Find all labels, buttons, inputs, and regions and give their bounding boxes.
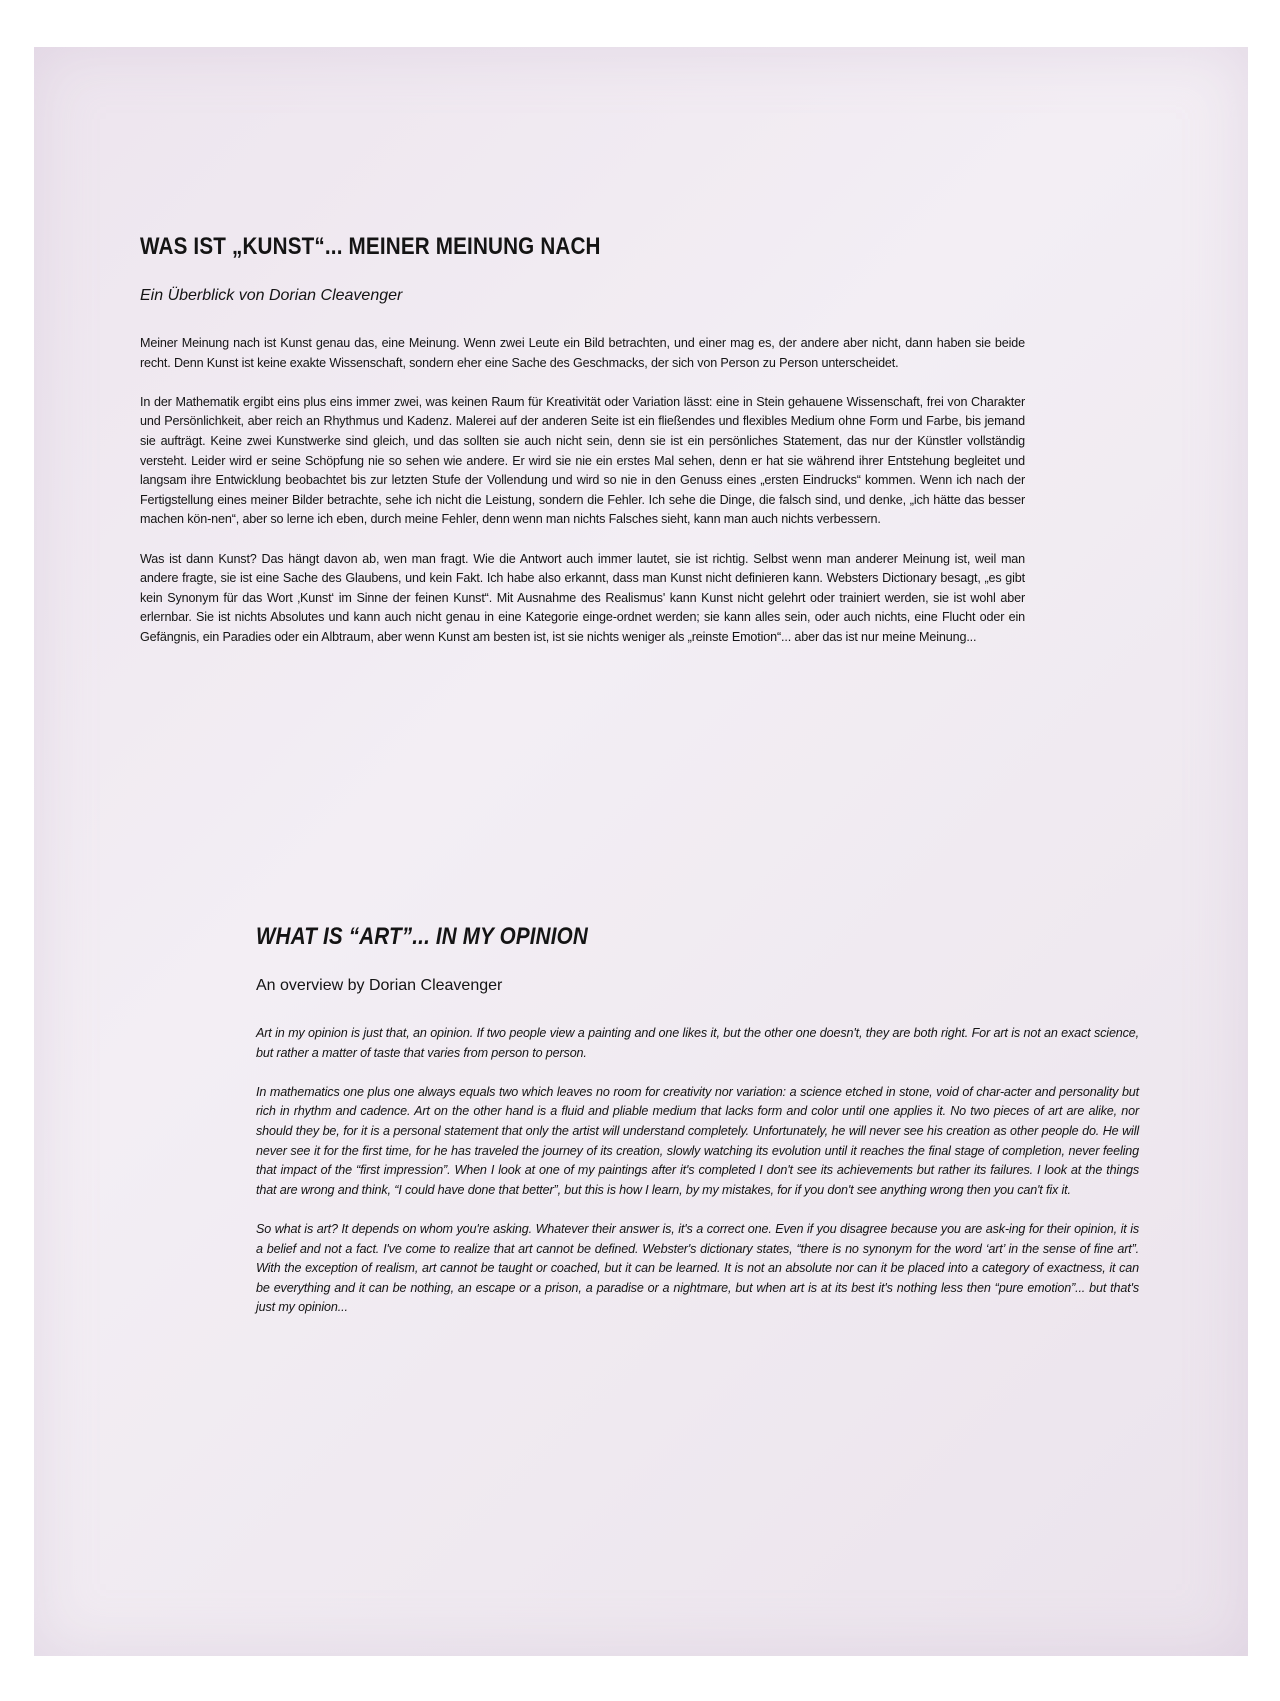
english-title: WHAT IS “ART”... IN MY OPINION xyxy=(256,923,588,950)
german-article xyxy=(140,232,1025,667)
english-byline: An overview by Dorian Cleavenger xyxy=(256,977,503,994)
german-title: WAS IST „KUNST“... MEINER MEINUNG NACH xyxy=(140,233,601,260)
german-paragraph-3: Was ist dann Kunst? Das hängt davon ab, wen man fragt. Wie die Antwort auch immer lautet, sie ist richtig. Selbst wenn man anderer Meinung ist, weil man andere fragte, sie ist eine Sache des Glaubens, und kein Fakt. Ich habe also erkannt, dass man Kunst nicht definieren kann. Websters Dictionary besagt, „es gibt kein Synonym für das Wort ‚Kunst‘ im Sinne der feinen Kunst“. Mit Ausnahme des Realismus' kann Kunst nicht gelehrt oder trainiert werden, sie ist wohl aber erlernbar. Sie ist nichts Absolutes und kann auch nicht genau in eine Kategorie einge-ordnet werden; sie kann alles sein, oder auch nichts, eine Flucht oder ein Gefängnis, ein Paradies oder ein Albtraum, aber wenn Kunst am besten ist, ist sie nichts weniger als „reinste Emotion“... aber das ist nur meine Meinung... xyxy=(140,551,1025,644)
german-paragraph-1: Meiner Meinung nach ist Kunst genau das, eine Meinung. Wenn zwei Leute ein Bild betrachten, und einer mag es, der andere aber nicht, dann haben sie beide recht. Denn Kunst ist keine exakte Wissenschaft, sondern eher eine Sache des Geschmacks, der sich von Person zu Person unterscheidet. xyxy=(140,336,1025,370)
german-paragraph-2: In der Mathematik ergibt eins plus eins immer zwei, was keinen Raum für Kreativität oder Variation lässt: eine in Stein gehauene Wissenschaft, frei von Charakter und Persönlichkeit, aber reich an Rhythmus und Kadenz. Malerei auf der anderen Seite ist ein fließendes und flexibles Medium ohne Form und Farbe, bis jemand sie aufträgt. Keine zwei Kunstwerke sind gleich, und das sollten sie auch nicht sein, denn sie ist ein persönliches Statement, das nur der Künstler vollständig versteht. Leider wird er seine Schöpfung nie so sehen wie andere. Er wird sie nie ein erstes Mal sehen, denn er hat sie während ihrer Entstehung begleitet und langsam ihre Entwicklung beobachtet bis zur letzten Stufe der Vollendung und wird so nie in den Genuss eines „ersten Eindrucks“ kommen. Wenn ich nach der Fertigstellung eines meiner Bilder betrachte, sehe ich nicht die Leistung, sondern die Fehler. Ich sehe die Dinge, die falsch sind, und denke, „ich hätte das besser machen kön-nen“, aber so lerne ich eben, durch meine Fehler, denn wenn man nichts Falsches sieht, kann man auch nichts verbessern. xyxy=(140,394,1025,527)
german-byline: Ein Überblick von Dorian Cleavenger xyxy=(140,287,403,304)
english-article xyxy=(256,922,1139,1338)
english-paragraph-3: So what is art? It depends on whom you're asking. Whatever their answer is, it's a correct one. Even if you disagree because you are ask-ing for their opinion, it is a belief and not a fact. I've come to realize that art cannot be defined. Webster's dictionary states, “there is no synonym for the word ‘art’ in the sense of fine art”. With the exception of realism, art cannot be taught or coached, but it can be learned. It is not an absolute nor can it be placed into a category of exactness, it can be everything and it can be nothing, an escape or a prison, a paradise or a nightmare, but when art is at its best it's nothing less then “pure emotion”... but that's just my opinion... xyxy=(256,1221,1139,1315)
english-paragraph-2: In mathematics one plus one always equals two which leaves no room for creativity nor variation: a science etched in stone, void of char-acter and personality but rich in rhythm and cadence. Art on the other hand is a fluid and pliable medium that lacks form and color until one applies it. No two pieces of art are alike, nor should they be, for it is a personal statement that only the artist will understand completely. Unfortunately, he will never see his creation as other people do. He will never see it for the first time, for he has traveled the journey of its creation, slowly watching its evolution until it reaches the final stage of completion, never feeling that impact of the “first impression”. When I look at one of my paintings after it's completed I don't see its achievements but rather its failures. I look at the things that are wrong and think, “I could have done that better”, but this is how I learn, by my mistakes, for if you don't see anything wrong then you can't fix it. xyxy=(256,1084,1139,1197)
english-body xyxy=(256,1024,1139,1318)
english-paragraph-1: Art in my opinion is just that, an opinion. If two people view a painting and one likes it, but the other one doesn't, they are both right. For art is not an exact science, but rather a matter of taste that varies from person to person. xyxy=(256,1026,1139,1060)
german-body xyxy=(140,334,1025,648)
